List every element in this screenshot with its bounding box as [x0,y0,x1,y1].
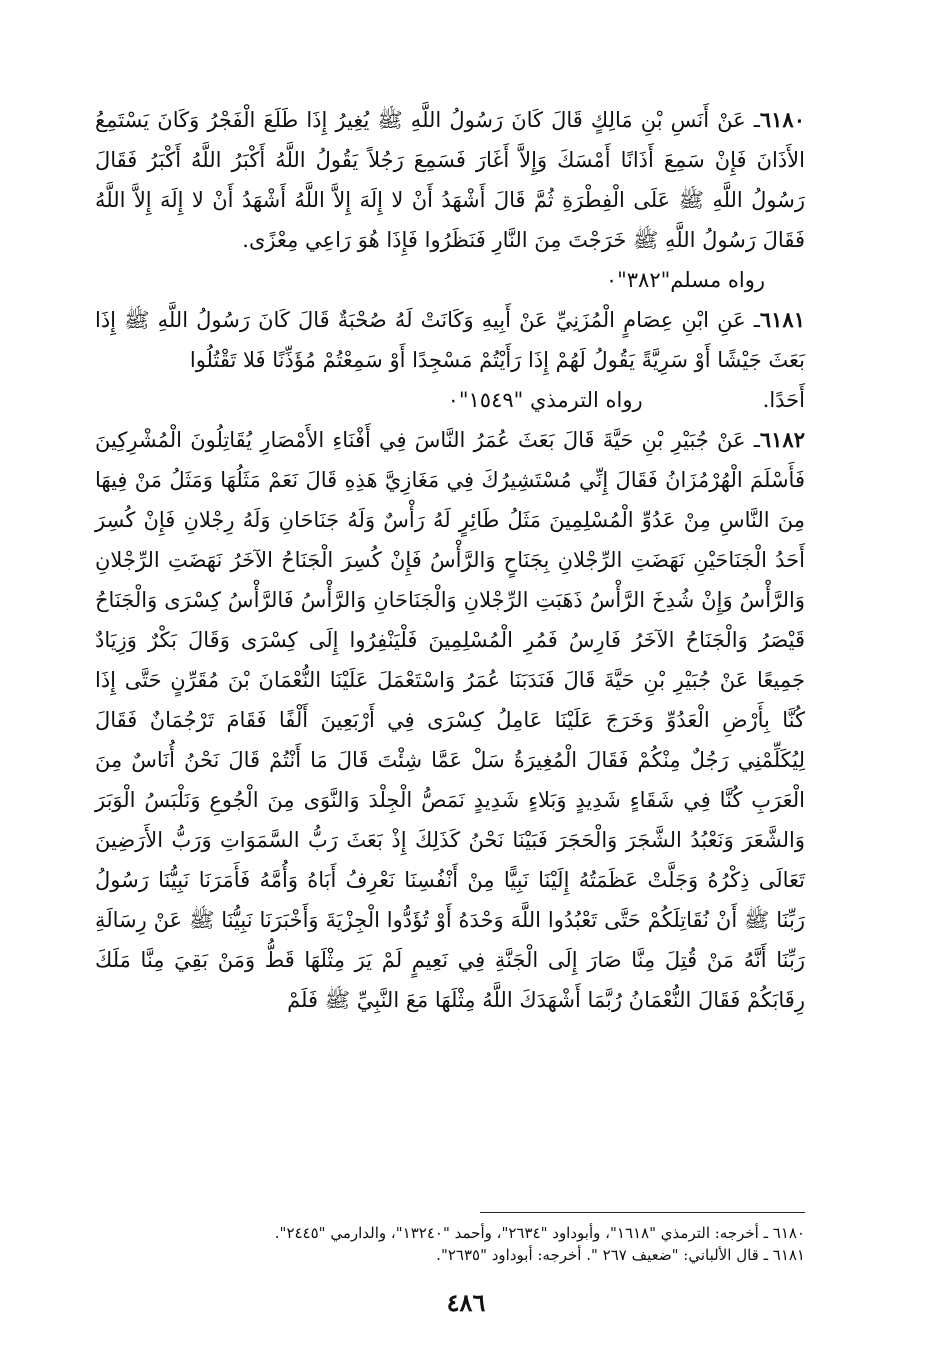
footnotes [95,1222,805,1266]
footnote: ٦١٨١ ـ قال الألباني: "ضعيف ٢٦٧ ". أخرجه: أبوداود "٢٦٣٥". [436,1246,805,1264]
hadith-number: ٦١٨١ [759,307,805,332]
hadith-6181 [95,300,805,380]
hadith-source: رواه الترمذي "١٥٤٩"٠ [447,388,643,412]
main-text [95,100,805,1020]
footnote: ٦١٨٠ ـ أخرجه: الترمذي "١٦١٨"، وأبوداود "٢٦٣٤"، وأحمد "١٣٢٤٠"، والدارمي "٢٤٤٥". [274,1224,805,1242]
page-number: ٤٨٦ [446,1288,486,1317]
hadith-number: ٦١٨٠ [759,107,805,132]
hadith-number: ٦١٨٢ [759,427,805,452]
hadith-source: رواه مسلم"٣٨٢"٠ [605,268,765,292]
hadith-tail-line [95,380,805,420]
hadith-text-tail: أَحَدًا. [762,388,805,412]
hadith-text: ـ عَنِ ابْنِ عِصَامٍ الْمُزَنِيِّ عَنْ أَبِيهِ وَكَانَتْ لَهُ صُحْبَةٌ قَالَ كَانَ رَسُولُ اللَّهِ ﷺ إِذَا بَعَثَ جَيْشًا أَوْ سَرِيَّةً يَقُولُ لَهُمْ إِذَا رَأَيْتُمْ مَسْجِدًا أَوْ سَمِعْتُمْ مُؤَذِّنًا فَلا تَقْتُلُوا [95,308,805,372]
hadith-6180 [95,100,805,260]
hadith-6182 [95,420,805,1020]
footnote-divider [480,1212,805,1213]
hadith-text: ـ عَنْ جُبَيْرِ بْنِ حَيَّةَ قَالَ بَعَثَ عُمَرُ النَّاسَ فِي أَفْنَاءِ الأَمْصَارِ يُقَاتِلُونَ الْمُشْرِكِينَ فَأَسْلَمَ الْهُرْمُزَانُ فَقَالَ إِنِّي مُسْتَشِيرُكَ فِي مَغَازِيَّ هَذِهِ قَالَ نَعَمْ مَثَلُهَا وَمَثَلُ مَنْ فِيهَا مِنَ النَّاسِ مِنْ عَدُوِّ الْمُسْلِمِينَ مَثَلُ طَائِرٍ لَهُ رَأْسٌ وَلَهُ جَنَاحَانِ وَلَهُ رِجْلانِ فَإِنْ كُسِرَ أَحَدُ الْجَنَاحَيْنِ نَهَضَتِ الرِّجْلانِ بِجَنَاحٍ وَالرَّأْسُ فَإِنْ كُسِرَ الْجَنَاحُ الآخَرُ نَهَضَتِ الرِّجْلانِ وَالرَّأْسُ وَإِنْ شُدِخَ الرَّأْسُ ذَهَبَتِ الرِّجْلانِ وَالْجَنَاحَانِ وَالرَّأْسُ فَالرَّأْسُ كِسْرَى وَالْجَنَاحُ قَيْصَرُ وَالْجَنَاحُ الآخَرُ فَارِسُ فَمُرِ الْمُسْلِمِينَ فَلْيَنْفِرُوا إِلَى كِسْرَى وَقَالَ بَكْرٌ وَزِيَادٌ جَمِيعًا عَنْ جُبَيْرِ بْنِ حَيَّةَ قَالَ فَنَدَبَنَا عُمَرُ وَاسْتَعْمَلَ عَلَيْنَا النُّعْمَانَ بْنَ مُقَرِّنٍ حَتَّى إِذَا كُنَّا بِأَرْضِ الْعَدُوِّ وَخَرَجَ عَلَيْنَا عَامِلُ كِسْرَى فِي أَرْبَعِينَ أَلْفًا فَقَامَ تَرْجُمَانٌ فَقَالَ لِيُكَلِّمْنِي رَجُلٌ مِنْكُمْ فَقَالَ الْمُغِيرَةُ سَلْ عَمَّا شِئْتَ قَالَ مَا أَنْتُمْ قَالَ نَحْنُ أُنَاسٌ مِنَ الْعَرَبِ كُنَّا فِي شَقَاءٍ شَدِيدٍ وَبَلاءٍ شَدِيدٍ نَمَصُّ الْجِلْدَ وَالنَّوَى مِنَ الْجُوعِ وَنَلْبَسُ الْوَبَرَ وَالشَّعَرَ وَنَعْبُدُ الشَّجَرَ وَالْحَجَرَ فَبَيْنَا نَحْنُ كَذَلِكَ إِذْ بَعَثَ رَبُّ السَّمَوَاتِ وَرَبُّ الأَرَضِينَ تَعَالَى ذِكْرُهُ وَجَلَّتْ عَظَمَتُهُ إِلَيْنَا نَبِيًّا مِنْ أَنْفُسِنَا نَعْرِفُ أَبَاهُ وَأُمَّهُ فَأَمَرَنَا نَبِيُّنَا رَسُولُ رَبِّنَا ﷺ أَنْ نُقَاتِلَكُمْ حَتَّى تَعْبُدُوا اللَّهَ وَحْدَهُ أَوْ تُؤَدُّوا الْجِزْيَةَ وَأَخْبَرَنَا نَبِيُّنَا ﷺ عَنْ رِسَالَةِ رَبِّنَا أَنَّهُ مَنْ قُتِلَ مِنَّا صَارَ إِلَى الْجَنَّةِ فِي نَعِيمٍ لَمْ يَرَ مِثْلَهَا قَطُّ وَمَنْ بَقِيَ مِنَّا مَلَكَ رِقَابَكُمْ فَقَالَ النُّعْمَانُ رُبَّمَا أَشْهَدَكَ اللَّهُ مِثْلَهَا مَعَ النَّبِيِّ ﷺ فَلَمْ [95,428,805,1012]
hadith-text: ـ عَنْ أَنَسِ بْنِ مَالِكٍ قَالَ كَانَ رَسُولُ اللَّهِ ﷺ يُغِيرُ إِذَا طَلَعَ الْفَجْرُ وَكَانَ يَسْتَمِعُ الأَذَانَ فَإِنْ سَمِعَ أَذَانًا أَمْسَكَ وَإِلاَّ أَغَارَ فَسَمِعَ رَجُلاً يَقُولُ اللَّهُ أَكْبَرُ اللَّهُ أَكْبَرُ فَقَالَ رَسُولُ اللَّهِ ﷺ عَلَى الْفِطْرَةِ ثُمَّ قَالَ أَشْهَدُ أَنْ لا إِلَهَ إِلاَّ اللَّهُ أَشْهَدُ أَنْ لا إِلَهَ إِلاَّ اللَّهُ فَقَالَ رَسُولُ اللَّهِ ﷺ خَرَجْتَ مِنَ النَّارِ فَنَظَرُوا فَإِذَا هُوَ رَاعِي مِعْزًى. [95,108,805,252]
